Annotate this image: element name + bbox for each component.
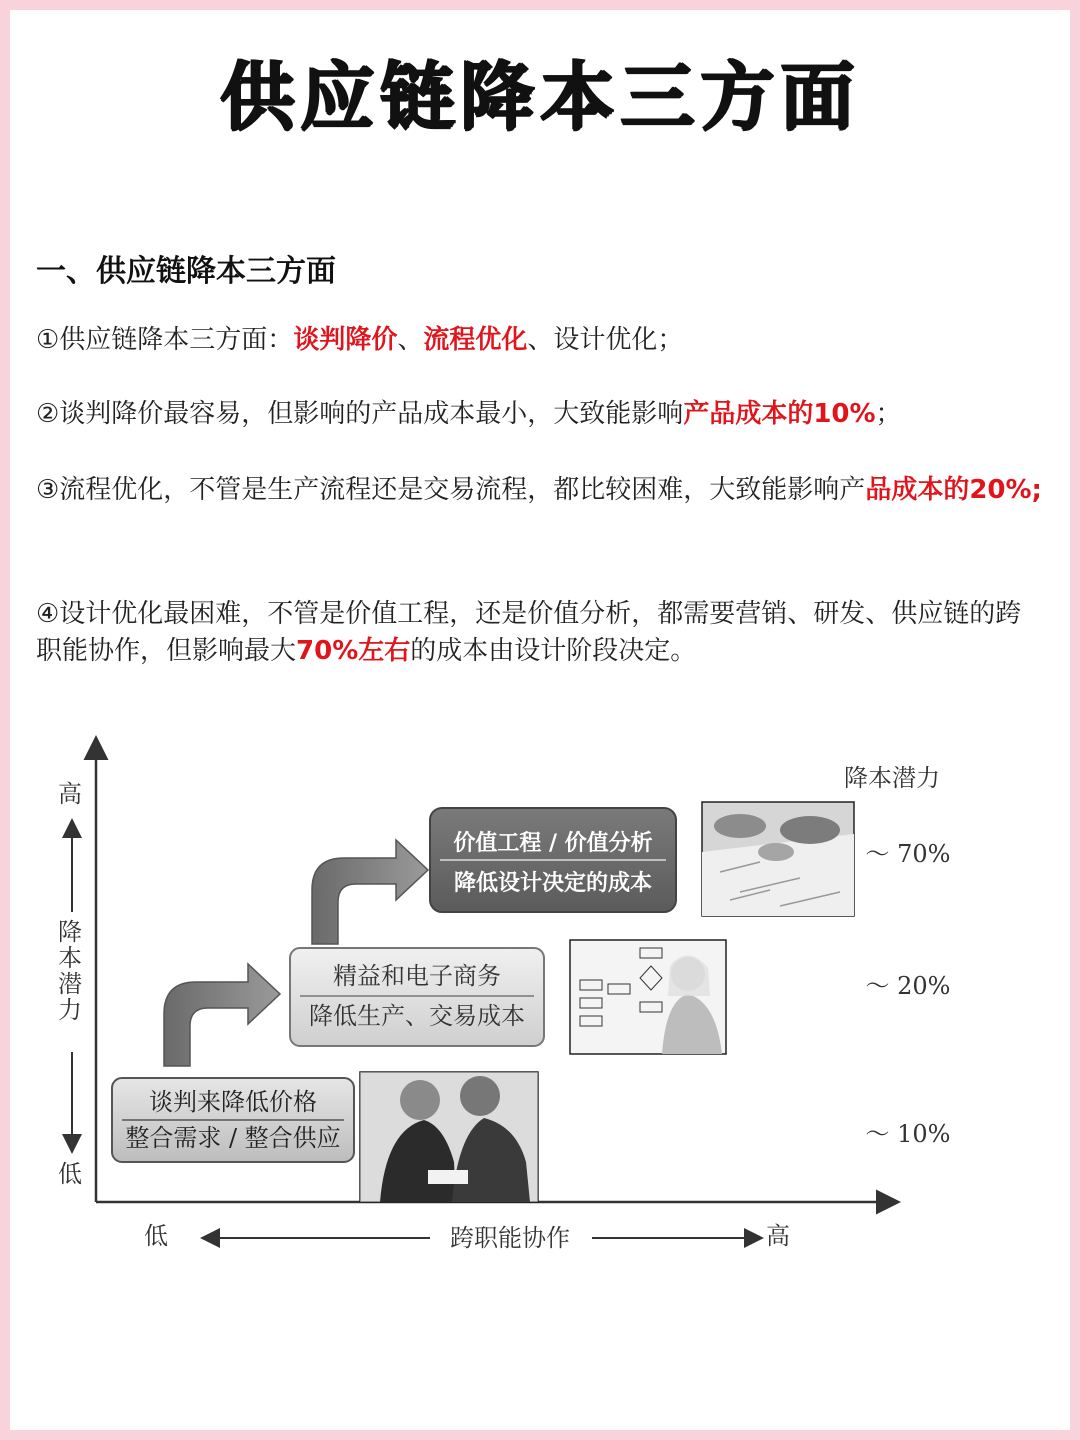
highlight-text: 谈判降价 xyxy=(293,325,398,355)
highlight-text: 流程优化 xyxy=(423,325,528,355)
step-3-line1: 价值工程 / 价值分析 xyxy=(453,831,653,856)
cost-reduction-figure xyxy=(40,722,960,1282)
paragraph-text: ②谈判降价最容易，但影响的产品成本最小，大致能影响 xyxy=(36,399,684,429)
step-box-negotiation xyxy=(112,1078,354,1162)
step-arrow-1 xyxy=(164,964,280,1066)
paragraph-text: ①供应链降本三方面： xyxy=(36,325,294,355)
x-axis-right-label: 高 xyxy=(766,1222,790,1250)
section-heading: 一、供应链降本三方面 xyxy=(36,254,336,289)
y-axis-top-label: 高 xyxy=(58,780,82,808)
paragraph-text: 、设计优化； xyxy=(527,325,684,355)
step-box-lean xyxy=(290,948,544,1046)
x-axis-middle-label: 跨职能协作 xyxy=(450,1224,570,1252)
paragraph-text: ③流程优化，不管是生产流程还是交易流程，都比较困难，大致能影响产 xyxy=(36,475,866,505)
paragraph-1 xyxy=(36,322,1046,359)
y-axis-bottom-label: 低 xyxy=(58,1160,82,1188)
paragraph-2 xyxy=(36,396,1046,433)
potential-10: ～ 10% xyxy=(865,1120,951,1148)
step-2-line2: 降低生产、交易成本 xyxy=(309,1002,525,1030)
photo-negotiation xyxy=(360,1072,538,1202)
paragraph-4 xyxy=(36,596,1046,670)
highlight-text: 70%左右 xyxy=(296,636,411,666)
step-2-line1: 精益和电子商务 xyxy=(333,962,501,990)
step-3-line2: 降低设计决定的成本 xyxy=(453,871,653,896)
potential-70: ～ 70% xyxy=(865,840,951,868)
highlight-text: 品成本的20%; xyxy=(865,475,1042,505)
step-box-value-engineering xyxy=(430,808,676,912)
page-title: 供应链降本三方面 xyxy=(220,54,860,140)
paragraph-text: 的成本由设计阶段决定。 xyxy=(410,636,697,666)
photo-design-meeting xyxy=(702,802,854,916)
y-axis-middle-label: 降本潜力 xyxy=(58,918,82,1024)
paragraph-text: ④设计优化最困难，不管是价值工程，还是价值分析，都需要营销、研发、供应链的跨职能协作，但影响最大 xyxy=(36,599,1022,666)
page xyxy=(10,10,1070,1430)
paragraph-text: ； xyxy=(875,399,902,429)
highlight-text: 产品成本的10% xyxy=(683,399,876,429)
photo-process-flowchart xyxy=(570,940,726,1054)
step-1-line1: 谈判来降低价格 xyxy=(149,1088,317,1116)
paragraph-text: 、 xyxy=(397,325,424,355)
step-1-line2: 整合需求 / 整合供应 xyxy=(125,1124,341,1152)
cost-reduction-diagram xyxy=(40,722,960,1282)
x-axis-left-label: 低 xyxy=(144,1222,168,1250)
paragraph-3 xyxy=(36,472,1046,509)
potential-20: ～ 20% xyxy=(865,972,951,1000)
potential-header: 降本潜力 xyxy=(844,764,940,792)
step-arrow-2 xyxy=(312,840,428,944)
